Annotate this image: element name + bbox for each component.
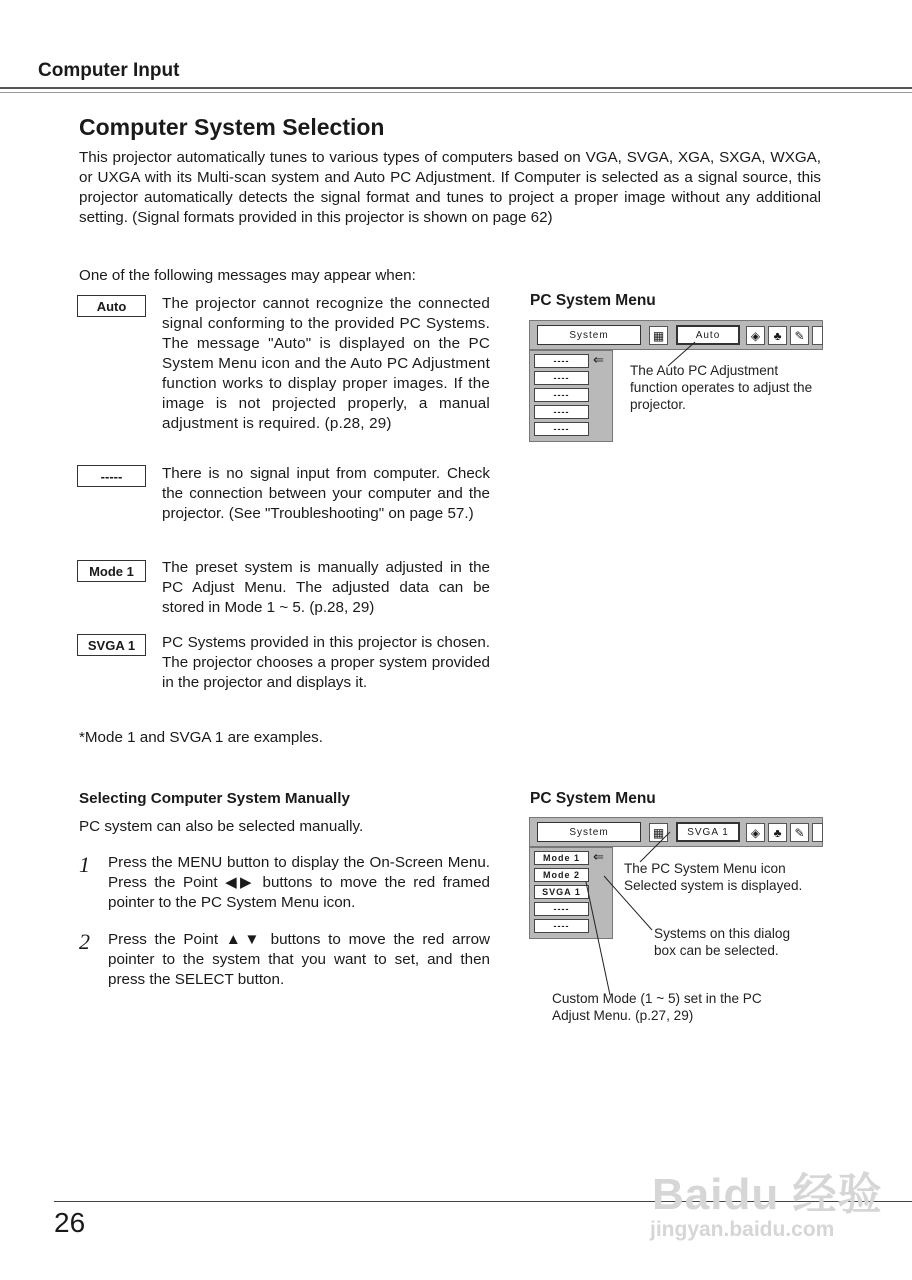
menu1-system-label: System: [537, 325, 641, 345]
menu2-item: ----: [534, 919, 589, 933]
menu1-value-label: Auto: [676, 325, 740, 345]
header-divider: [0, 87, 912, 89]
watermark-url: jingyan.baidu.com: [650, 1218, 835, 1241]
manual-intro: PC system can also be selected manually.: [79, 818, 364, 835]
menu2-item: ----: [534, 902, 589, 916]
watermark-logo: Baidu 经验: [652, 1170, 883, 1219]
page-number: 26: [54, 1207, 86, 1238]
menu2-callout-lines: [570, 830, 690, 1000]
badge-svga1: SVGA 1: [77, 634, 146, 656]
badge-no-signal: -----: [77, 465, 146, 487]
badge-auto: Auto: [77, 295, 146, 317]
menu2-item: Mode 1: [534, 851, 589, 865]
menu1-callout: The Auto PC Adjustment function operates to adjust the projector.: [630, 363, 813, 412]
menu2-item: Mode 2: [534, 868, 589, 882]
step-number: 2: [79, 929, 90, 954]
chapter-title: Computer Input: [38, 60, 180, 81]
examples-note: *Mode 1 and SVGA 1 are examples.: [79, 729, 323, 746]
step-text: Press the Point ▲▼ buttons to move the red arrow pointer to the system that you want to set, and then press the SELECT button.: [108, 931, 490, 988]
message-svga1-text: PC Systems provided in this projector is chosen. The projector chooses a proper system provided in the projector and displays it.: [162, 634, 490, 691]
step-text: Press the MENU button to display the On-Screen Menu. Press the Point ◀▶ buttons to move the red framed pointer to the PC System Menu icon.: [108, 854, 490, 911]
menu2-system-label: System: [537, 822, 641, 842]
more-icon: [812, 326, 823, 345]
section-title: Computer System Selection: [79, 114, 385, 140]
badge-mode1: Mode 1: [77, 560, 146, 582]
pointer-arrow-icon: ⇐: [593, 849, 604, 864]
menu1-item: ----: [534, 422, 589, 436]
header-divider-thin: [0, 92, 912, 93]
menu2-value-label: SVGA 1: [676, 822, 740, 842]
menu2-item: SVGA 1: [534, 885, 589, 899]
menu1-item: ----: [534, 388, 589, 402]
menu2-callout-custom: Custom Mode (1 ~ 5) set in the PC Adjust Menu. (p.27, 29): [552, 991, 762, 1023]
color-icon: ♣: [768, 823, 787, 842]
messages-lead: One of the following messages may appear when:: [79, 267, 416, 284]
more-icon: [812, 823, 823, 842]
message-mode1-text: The preset system is manually adjusted in the PC Adjust Menu. The adjusted data can be stored in Mode 1 ~ 5. (p.28, 29): [162, 559, 490, 616]
manual-heading: Selecting Computer System Manually: [79, 790, 350, 807]
intro-paragraph: This projector automatically tunes to various types of computers based on VGA, SVGA, XGA, SXGA, WXGA, or UXGA with its Multi-scan system and Auto PC Adjustment. If Computer is selected as a signal source, this projector automatically detects the signal format and tunes to project a proper image without any additional setting. (Signal formats provided in this projector is shown on page 62): [79, 149, 821, 226]
pc-system-icon: ▦: [649, 326, 668, 345]
pc-system-icon: ▦: [649, 823, 668, 842]
image-adjust-icon: ◈: [746, 823, 765, 842]
menu1-item: ----: [534, 371, 589, 385]
image-adjust-icon: ◈: [746, 326, 765, 345]
color-icon: ♣: [768, 326, 787, 345]
step-number: 1: [79, 852, 90, 877]
message-auto-text: The projector cannot recognize the connected signal conforming to the provided PC Systems. The message "Auto" is displayed on the PC System Menu icon and the Auto PC Adjustment function works to display proper images. If the image is not projected properly, a manual adjustment is required. (p.28, 29): [162, 295, 490, 432]
menu2-callout-dialog: Systems on this dialog box can be selected.: [654, 926, 791, 958]
pointer-arrow-icon: ⇐: [593, 352, 604, 367]
message-no-signal-text: There is no signal input from computer. Check the connection between your computer and the projector. (See "Troubleshooting" on page 57.): [162, 465, 490, 522]
tools-icon: ✎: [790, 326, 809, 345]
menu1-heading: PC System Menu: [530, 292, 656, 309]
menu2-heading: PC System Menu: [530, 790, 656, 807]
tools-icon: ✎: [790, 823, 809, 842]
menu1-item: ----: [534, 405, 589, 419]
menu2-callout-icon: The PC System Menu icon Selected system is displayed.: [624, 861, 803, 893]
menu1-item: ----: [534, 354, 589, 368]
